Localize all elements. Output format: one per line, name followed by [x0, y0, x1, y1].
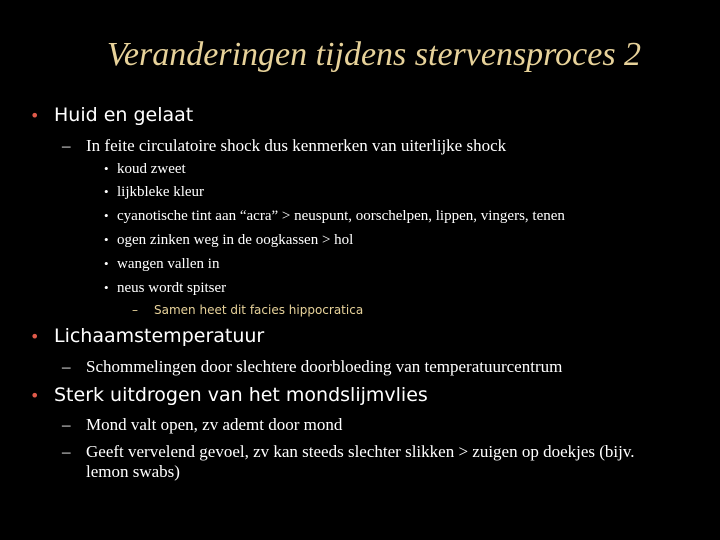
- note-text: Samen heet dit facies hippocratica: [154, 303, 364, 317]
- dash-icon: –: [62, 357, 71, 376]
- dash-icon: –: [62, 136, 71, 155]
- bullet-lichaamstemperatuur: [30, 325, 264, 347]
- bullet-dot-icon: •: [104, 208, 109, 223]
- list-item-text: wangen vallen in: [117, 256, 220, 272]
- list-item-text: lijkbleke kleur: [117, 184, 205, 200]
- sub-bullet-text: Mond valt open, zv ademt door mond: [86, 415, 343, 434]
- note-facies-hippocratica: [132, 303, 363, 317]
- bullet-dot-icon: •: [104, 184, 109, 199]
- bullet-text: Sterk uitdrogen van het mondslijmvlies: [54, 384, 428, 406]
- sub-bullet-text: Schommelingen door slechtere doorbloeding van temperatuurcentrum: [86, 357, 563, 376]
- list-item: [104, 161, 186, 178]
- bullet-dot-icon: •: [104, 232, 109, 247]
- sub-bullet-circulatoire-shock: [62, 136, 506, 156]
- slide-title: Veranderingen tijdens stervensproces 2: [106, 36, 642, 73]
- list-item: [104, 232, 353, 249]
- bullet-text: Lichaamstemperatuur: [54, 325, 265, 347]
- dash-icon: –: [132, 303, 138, 317]
- sub-bullet-schommelingen: [62, 357, 562, 377]
- list-item-text: cyanotische tint aan “acra” > neuspunt, oorschelpen, lippen, vingers, tenen: [117, 208, 565, 224]
- list-item-text: ogen zinken weg in de oogkassen > hol: [117, 232, 354, 248]
- bullet-dot-icon: •: [104, 161, 109, 176]
- dash-icon: –: [62, 415, 71, 434]
- list-item-text: neus wordt spitser: [117, 280, 227, 296]
- bullet-dot-icon: •: [30, 386, 40, 405]
- sub-bullet-mond-valt-open: [62, 415, 342, 435]
- bullet-dot-icon: •: [30, 327, 40, 346]
- list-item: [104, 280, 226, 297]
- list-item: [104, 208, 565, 225]
- bullet-dot-icon: •: [30, 106, 40, 125]
- sub-bullet-text: Geeft vervelend gevoel, zv kan steeds slechter slikken > zuigen op doekjes (bijv. lemon swabs): [86, 442, 635, 481]
- bullet-text: Huid en gelaat: [54, 104, 194, 126]
- dash-icon: –: [62, 442, 71, 461]
- list-item: [104, 256, 219, 273]
- bullet-huid-en-gelaat: [30, 104, 193, 126]
- list-item-text: koud zweet: [117, 161, 186, 177]
- bullet-dot-icon: •: [104, 256, 109, 271]
- bullet-dot-icon: •: [104, 280, 109, 295]
- bullet-mondslijmvlies: [30, 384, 428, 406]
- sub-bullet-vervelend-gevoel: [62, 442, 662, 482]
- sub-bullet-text: In feite circulatoire shock dus kenmerken van uiterlijke shock: [86, 136, 507, 155]
- list-item: [104, 184, 204, 201]
